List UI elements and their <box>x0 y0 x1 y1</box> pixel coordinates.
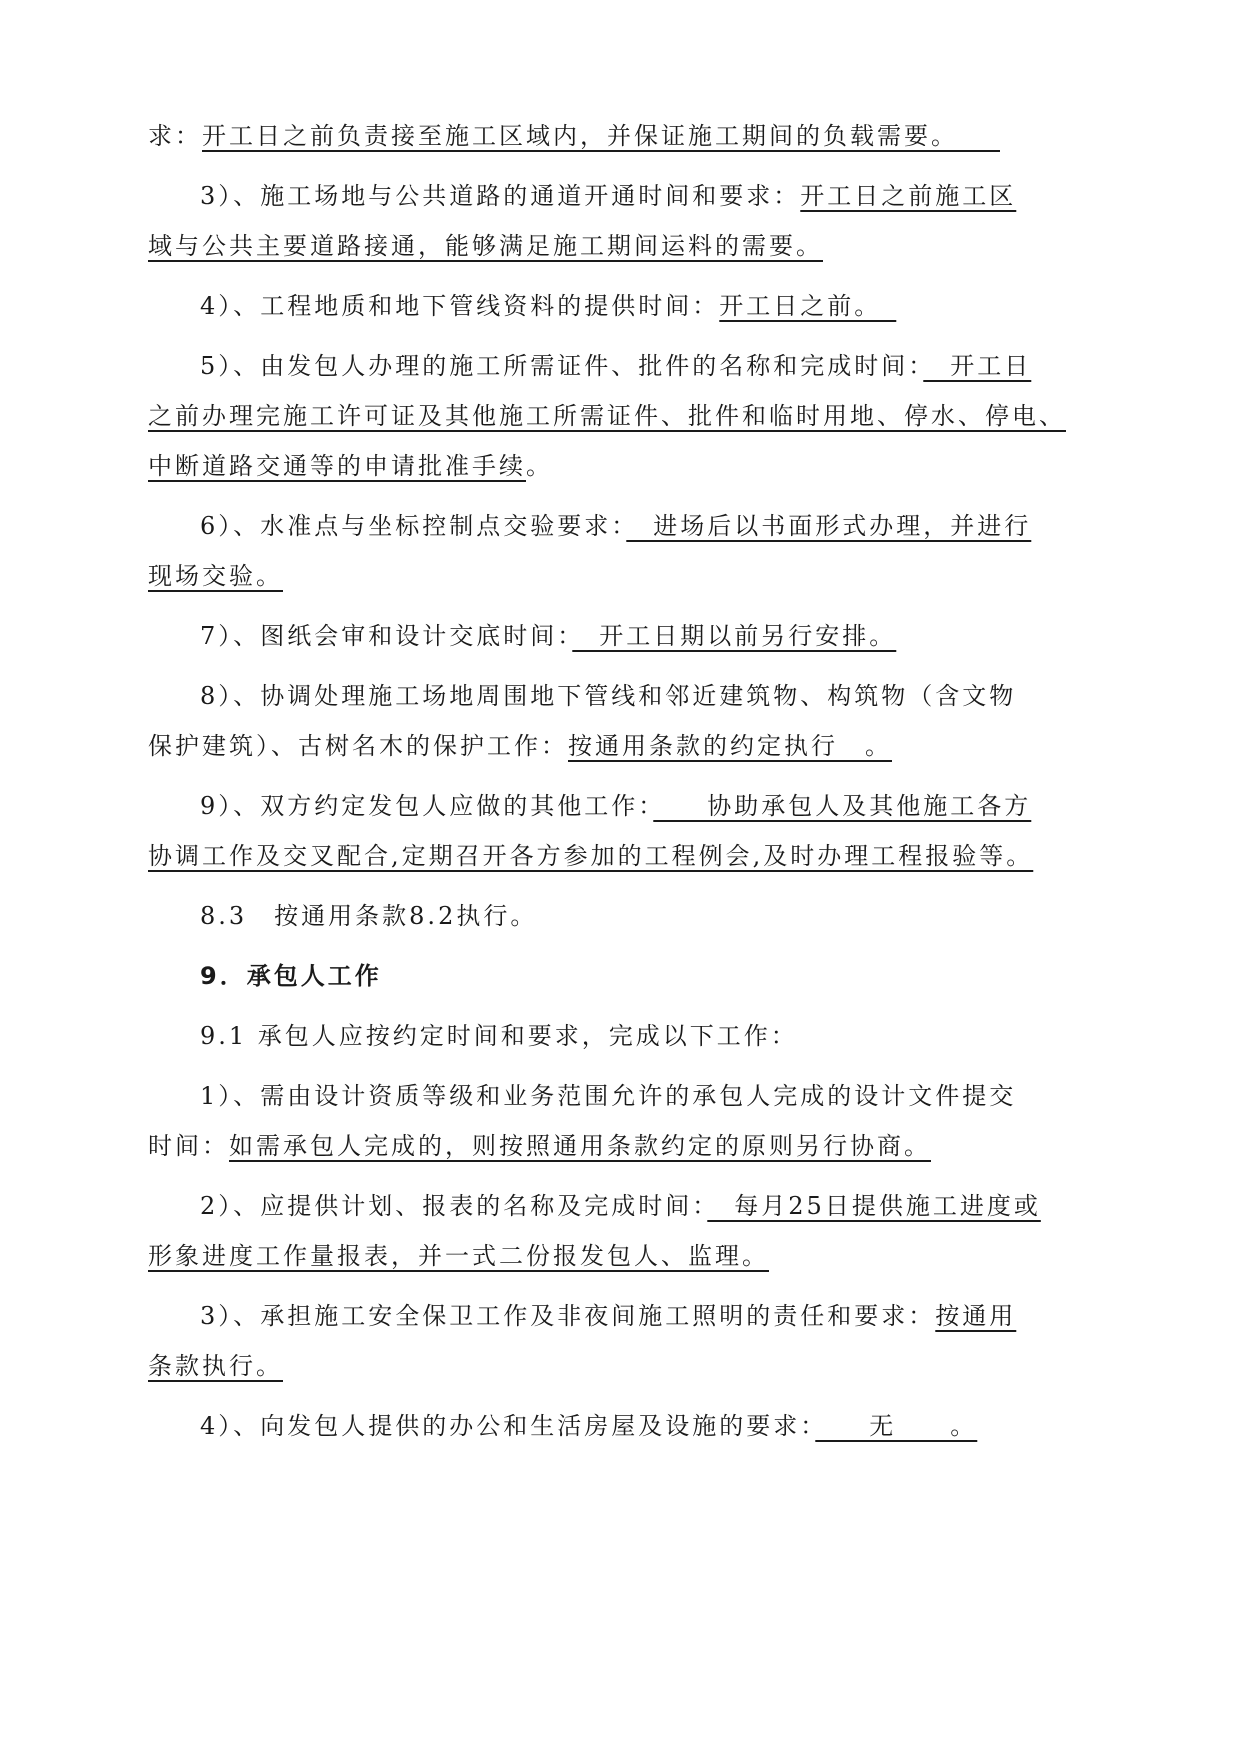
line-text: 3）、施工场地与公共道路的通道开通时间和要求： <box>200 182 801 210</box>
section-heading-contractor-work <box>200 956 1108 996</box>
clause-2-continued <box>148 1236 1108 1276</box>
line-text: 9.1 承包人应按约定时间和要求，完成以下工作： <box>200 1022 798 1050</box>
underlined-fill: 现场交验。 <box>148 562 283 590</box>
underlined-fill: 协调工作及交叉配合,定期召开各方参加的工程例会,及时办理工程报验等。 <box>148 842 1034 870</box>
clause-3-security-lighting <box>200 1296 1108 1336</box>
clause-6-benchmark <box>200 506 1108 546</box>
clause-9-other-work <box>200 786 1108 826</box>
clause-8-3 <box>200 896 1108 936</box>
line-text: 保护建筑）、古树名木的保护工作： <box>148 732 568 760</box>
clause-6-continued <box>148 556 1108 596</box>
underlined-fill: 如需承包人完成的，则按照通用条款约定的原则另行协商。 <box>229 1132 931 1160</box>
clause-8-continued <box>148 726 1108 766</box>
clause-4-office-housing <box>200 1406 1108 1446</box>
underlined-fill: 中断道路交通等的申请批准手续 <box>148 452 526 480</box>
clause-3-security-continued <box>148 1346 1108 1386</box>
underlined-fill: 按通用 <box>935 1302 1017 1330</box>
line-text: 求： <box>148 122 202 150</box>
clause-8-protection <box>200 676 1108 716</box>
clause-1-continued <box>148 1126 1108 1166</box>
line-text: 4）、向发包人提供的办公和生活房屋及设施的要求： <box>200 1412 816 1440</box>
text-line-1 <box>148 116 1108 156</box>
underlined-fill: 每月25日提供施工进度或 <box>707 1192 1041 1220</box>
clause-7-drawing-review <box>200 616 1108 656</box>
section-title: 9．承包人工作 <box>200 962 382 990</box>
clause-5-continued-1 <box>148 396 1108 436</box>
line-text: 1）、需由设计资质等级和业务范围允许的承包人完成的设计文件提交 <box>200 1082 1017 1110</box>
line-text: 4）、工程地质和地下管线资料的提供时间： <box>200 292 720 320</box>
underlined-fill: 进场后以书面形式办理，并进行 <box>626 512 1032 540</box>
line-text: 2）、应提供计划、报表的名称及完成时间： <box>200 1192 708 1220</box>
line-text: 8.3 按通用条款8.2执行。 <box>200 902 538 930</box>
clause-3-continued <box>148 226 1108 266</box>
clause-4-geology-data <box>200 286 1108 326</box>
clause-2-reports <box>200 1186 1108 1226</box>
line-text: 3）、承担施工安全保卫工作及非夜间施工照明的责任和要求： <box>200 1302 936 1330</box>
line-text: 9）、双方约定发包人应做的其他工作： <box>200 792 654 820</box>
underlined-fill: 开工日之前。 <box>719 292 897 320</box>
underlined-fill: 协助承包人及其他施工各方 <box>653 792 1032 820</box>
line-text: 8）、协调处理施工场地周围地下管线和邻近建筑物、构筑物（含文物 <box>200 682 1017 710</box>
line-text: 。 <box>526 452 553 480</box>
underlined-fill: 域与公共主要道路接通，能够满足施工期间运料的需要。 <box>148 232 823 260</box>
clause-9-1 <box>200 1016 1108 1056</box>
underlined-fill: 形象进度工作量报表，并一式二份报发包人、监理。 <box>148 1242 769 1270</box>
clause-5-permits <box>200 346 1108 386</box>
line-text: 6）、水准点与坐标控制点交验要求： <box>200 512 627 540</box>
clause-9-continued <box>148 836 1108 876</box>
line-text: 时间： <box>148 1132 229 1160</box>
underlined-fill: 开工日之前负责接至施工区域内，并保证施工期间的负载需要。 <box>202 122 1000 150</box>
underlined-fill: 开工日之前施工区 <box>800 182 1017 210</box>
clause-3-access-road <box>200 176 1108 216</box>
line-text: 7）、图纸会审和设计交底时间： <box>200 622 573 650</box>
underlined-fill: 之前办理完施工许可证及其他施工所需证件、批件和临时用地、停水、停电、 <box>148 402 1066 430</box>
underlined-fill: 条款执行。 <box>148 1352 283 1380</box>
underlined-fill: 开工日期以前另行安排。 <box>572 622 897 650</box>
underlined-fill: 无 。 <box>815 1412 978 1440</box>
line-text: 5）、由发包人办理的施工所需证件、批件的名称和完成时间： <box>200 352 924 380</box>
underlined-fill: 开工日 <box>923 352 1032 380</box>
clause-5-continued-2 <box>148 446 1108 486</box>
underlined-fill: 按通用条款的约定执行 。 <box>568 732 892 760</box>
clause-1-design-docs <box>200 1076 1108 1116</box>
